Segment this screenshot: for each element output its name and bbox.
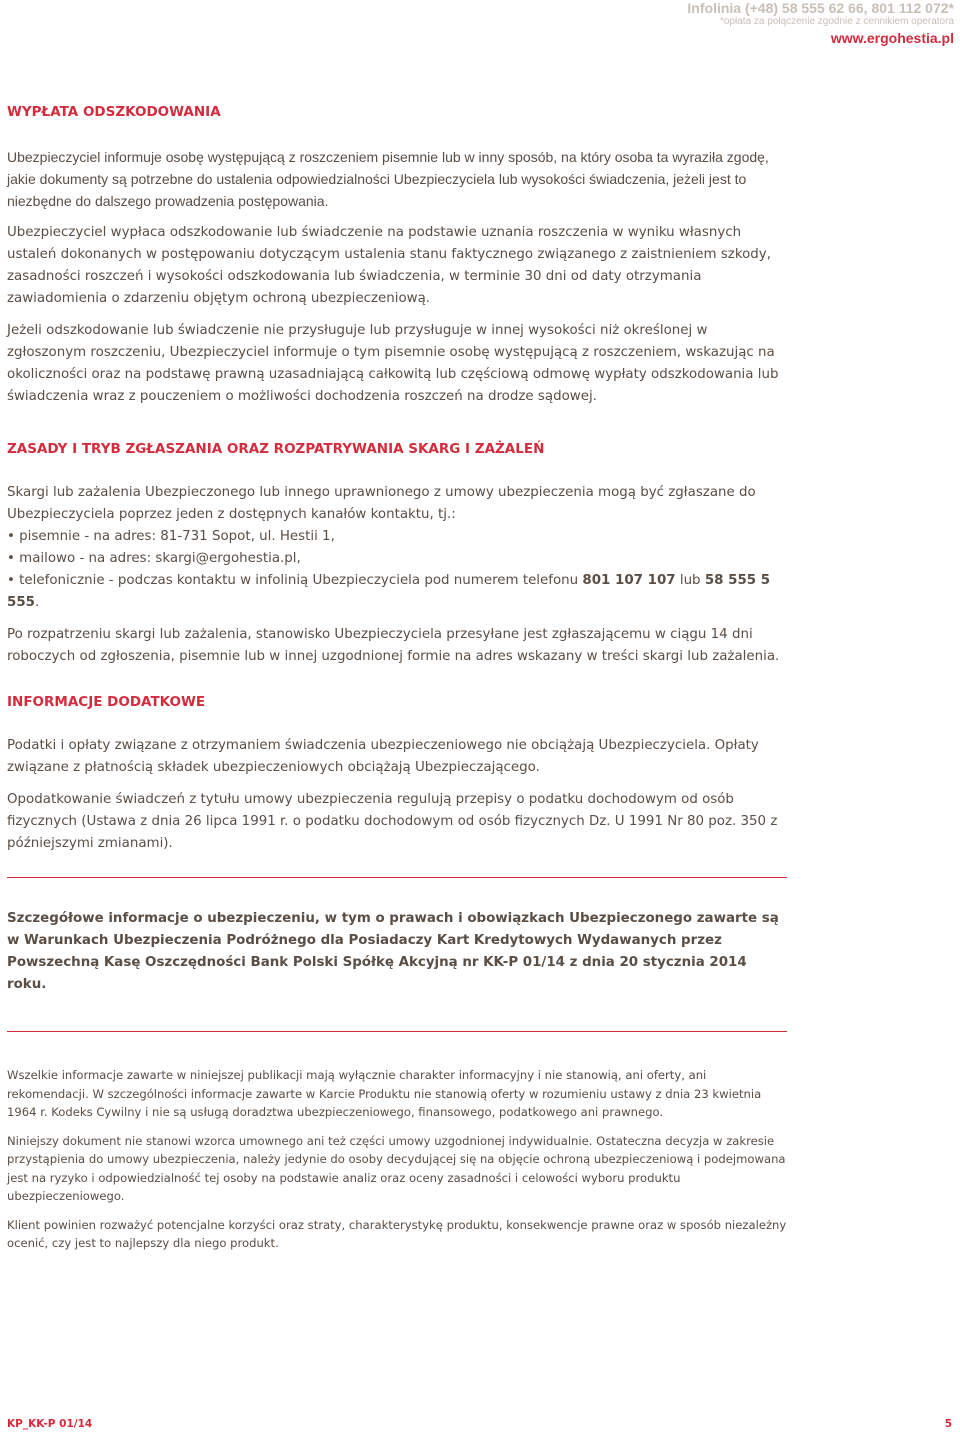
phone-number-2: 58 555 5 555: [7, 573, 771, 610]
payout-paragraph-2: Ubezpieczyciel wypłaca odszkodowanie lub świadczenie na podstawie uznania roszczenia w wyniku własnych ustaleń dokonanych w postępowaniu dotyczącym ustalenia stanu faktycznego związanego z zaistnieniem szkody, zasadności roszczeń i wysokości odszkodowania lub świadczenia, w terminie 30 dni od daty otrzymania zawiadomienia o zdarzeniu objętym ochroną ubezpieczeniową.: [7, 225, 771, 306]
highlight-text: Szczegółowe informacje o ubezpieczeniu, w tym o prawach i obowiązkach Ubezpieczonego zawarte są w Warunkach Ubezpieczenia Podróżnego dla Posiadaczy Kart Kredytowych Wydawanych przez Powszechną Kasę Oszczędności Bank Polski Spółkę Akcyjną nr KK-P 01/14 z dnia 20 stycznia 2014 roku.: [7, 911, 779, 992]
call-cost-note: *opłata za połączenie zgodnie z cennikiem operatora: [719, 16, 954, 27]
section-title-additional-info: INFORMACJE DODATKOWE: [7, 694, 206, 710]
channel-email: mailowo - na adres: skargi@ergohestia.pl,: [19, 551, 301, 566]
disclaimer-paragraph-3: Klient powinien rozważyć potencjalne korzyści oraz straty, charakterystykę produktu, konsekwencje prawne oraz w sposób niezależny ocenić, czy jest to najlepszy dla niego produkt.: [7, 1217, 787, 1250]
page-header: [687, 0, 954, 48]
list-item: [7, 548, 789, 570]
document-code: KP_KK-P 01/14: [7, 1418, 93, 1430]
additional-info-paragraph-1: Podatki i opłaty związane z otrzymaniem świadczenia ubezpieczeniowego nie obciążają Ubezpieczyciela. Opłaty związane z płatnością składek ubezpieczeniowych obciążają Ubezpieczającego.: [7, 738, 759, 775]
list-item: [7, 526, 789, 548]
complaints-paragraph-2: Po rozpatrzeniu skargi lub zażalenia, stanowisko Ubezpieczyciela przesyłane jest zgłaszającemu w ciągu 14 dni roboczych od zgłoszenia, pisemnie lub w innej uzgodnionej formie na adres wskazany w treści skargi lub zażalenia.: [7, 627, 780, 664]
channel-written: pisemnie - na adres: 81-731 Sopot, ul. Hestii 1,: [19, 529, 335, 544]
website-link[interactable]: www.ergohestia.pl: [830, 30, 954, 46]
complaint-channels-list: [7, 526, 789, 614]
additional-info-paragraph-2: Opodatkowanie świadczeń z tytułu umowy ubezpieczenia regulują przepisy o podatku dochodowym od osób fizycznych (Ustawa z dnia 26 lipca 1991 r. o podatku dochodowym od osób fizycznych Dz. U 1991 Nr 80 poz. 350 z późniejszymi zmianami).: [7, 792, 778, 851]
highlight-block: [7, 908, 789, 996]
payout-paragraph-1: Ubezpieczyciel informuje osobę występującą z roszczeniem pisemnie lub w inny sposób, na który osoba ta wyraziła zgodę, jakie dokumenty są potrzebne do ustalenia odpowiedzialności Ubezpieczyciela lub wysokości świadczenia, jeżeli jest to niezbędne do dalszego prowadzenia postępowania.: [7, 149, 769, 209]
section-title-complaints: ZASADY I TRYB ZGŁASZANIA ORAZ ROZPATRYWANIA SKARG I ZAŻALEŃ: [7, 441, 545, 457]
complaints-intro: Skargi lub zażalenia Ubezpieczonego lub innego uprawnionego z umowy ubezpieczenia mogą być zgłaszane do Ubezpieczyciela poprzez jeden z dostępnych kanałów kontaktu, tj.:: [7, 485, 756, 522]
list-item: [7, 570, 789, 614]
payout-paragraph-3: Jeżeli odszkodowanie lub świadczenie nie przysługuje lub przysługuje w innej wysokości niż określonej w zgłoszonym roszczeniu, Ubezpieczyciel informuje o tym pisemnie osobę występującą z roszczeniem, wskazując na okoliczności oraz na podstawę prawną uzasadniającą całkowitą lub częściową odmowę wypłaty odszkodowania lub świadczenia wraz z pouczeniem o możliwości dochodzenia roszczeń na drodze sądowej.: [7, 323, 779, 404]
disclaimer-paragraph-2: Niniejszy dokument nie stanowi wzorca umownego ani też części umowy uzgodnionej indywidualnie. Ostateczna decyzja w zakresie przystąpienia do umowy ubezpieczenia, należy jedynie do osoby decydującej się na objęcie ochroną ubezpieczeniową i podejmowana jest na ryzyko i odpowiedzialność tej osoby na podstawie analiz oraz oceny zasadności i celowości wyboru produktu ubezpieczeniowego.: [7, 1133, 786, 1203]
page-number: 5: [944, 1418, 952, 1430]
section-title-payout: WYPŁATA ODSZKODOWANIA: [7, 104, 221, 120]
disclaimer-block: [7, 1066, 789, 1253]
disclaimer-paragraph-1: Wszelkie informacje zawarte w niniejszej publikacji mają wyłącznie charakter informacyjny i nie stanowią, ani oferty, ani rekomendacji. W szczególności informacje zawarte w Karcie Produktu nie stanowią oferty w rozumieniu ustawy z dnia 23 kwietnia 1964 r. Kodeks Cywilny i nie są usługą doradztwa ubezpieczeniowego, finansowego, podatkowego ani prawnego.: [7, 1068, 762, 1119]
document-body: [7, 101, 789, 1253]
phone-end: .: [34, 595, 40, 610]
phone-number-1: 801 107 107: [582, 573, 676, 588]
phone-or: lub: [675, 573, 705, 588]
infolinia-text: Infolinia (+48) 58 555 62 66, 801 112 072*: [687, 0, 954, 16]
channel-phone: telefonicznie - podczas kontaktu w infolinią Ubezpieczyciela pod numerem telefonu: [19, 573, 583, 588]
